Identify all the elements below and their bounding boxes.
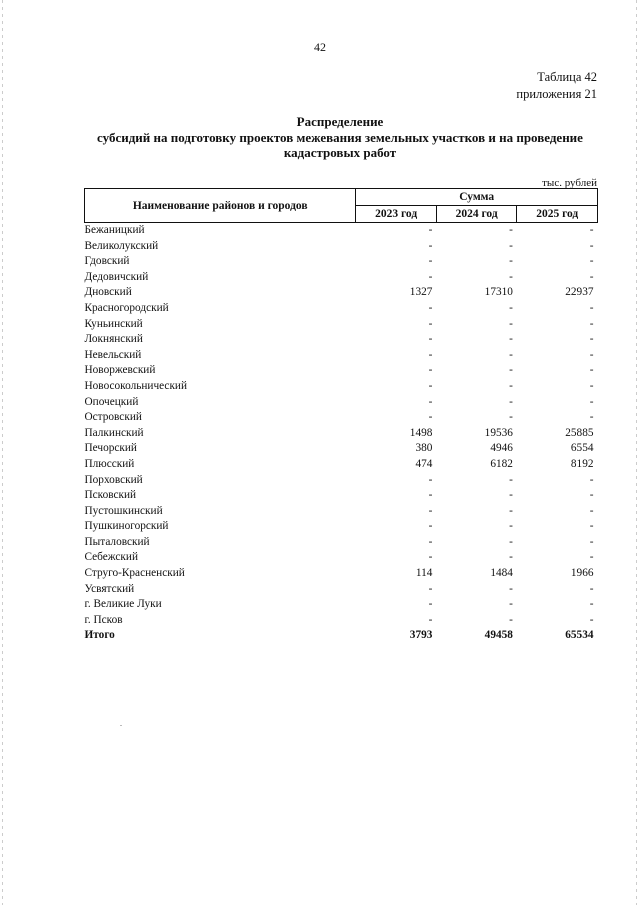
amount-cell: - bbox=[428, 270, 433, 283]
amount-cell: 1966 bbox=[570, 567, 594, 580]
amount-cell: - bbox=[589, 535, 594, 548]
district-name: Псковский bbox=[84, 489, 137, 502]
table-number: Таблица 42 bbox=[537, 70, 597, 84]
amount-cell: - bbox=[589, 224, 594, 236]
table-row bbox=[85, 535, 598, 551]
amount-cell: - bbox=[509, 301, 513, 314]
amount-cell: 19536 bbox=[484, 426, 513, 439]
table-row bbox=[85, 285, 598, 301]
table-row bbox=[85, 239, 598, 255]
amount-cell: - bbox=[589, 317, 594, 330]
amount-cell: - bbox=[428, 333, 433, 346]
amount-cell: - bbox=[509, 520, 513, 533]
table-reference bbox=[516, 69, 597, 103]
appendix-number: приложения 21 bbox=[516, 87, 597, 101]
table-row bbox=[85, 348, 598, 364]
total-amount: 3793 bbox=[409, 629, 433, 642]
amount-cell: - bbox=[428, 348, 433, 361]
district-name: Красногородский bbox=[84, 301, 169, 314]
amount-cell: - bbox=[509, 255, 513, 268]
table-row bbox=[85, 582, 598, 598]
amount-cell: - bbox=[589, 582, 594, 595]
district-name: Великолукский bbox=[84, 239, 159, 252]
amount-cell: - bbox=[509, 473, 513, 486]
district-name: Порховский bbox=[84, 473, 143, 486]
amount-cell: - bbox=[589, 379, 594, 392]
table-row bbox=[85, 379, 598, 395]
amount-cell: 17310 bbox=[484, 286, 513, 299]
amount-cell: 114 bbox=[415, 567, 433, 580]
amount-cell: - bbox=[589, 255, 594, 268]
table-row bbox=[85, 223, 598, 239]
amount-cell: - bbox=[428, 364, 433, 377]
amount-cell: - bbox=[428, 239, 433, 252]
scan-speck bbox=[120, 725, 122, 726]
table-row bbox=[85, 395, 598, 411]
amount-cell: - bbox=[589, 613, 594, 626]
amount-cell: - bbox=[428, 504, 433, 517]
total-label: Итого bbox=[84, 629, 115, 642]
table-row bbox=[85, 457, 598, 473]
amount-cell: - bbox=[589, 520, 594, 533]
amount-cell: - bbox=[509, 551, 513, 564]
amount-cell: 22937 bbox=[565, 286, 594, 299]
amount-cell: - bbox=[509, 411, 513, 424]
table-row bbox=[85, 363, 598, 379]
amount-cell: - bbox=[509, 364, 513, 377]
table-row bbox=[85, 301, 598, 317]
amount-cell: 1327 bbox=[409, 286, 433, 299]
amount-cell: - bbox=[428, 379, 433, 392]
district-name: Опочецкий bbox=[84, 395, 139, 408]
district-name: г. Великие Луки bbox=[84, 598, 162, 611]
amount-cell: - bbox=[428, 255, 433, 268]
total-amount: 49458 bbox=[484, 629, 513, 642]
table-row bbox=[85, 550, 598, 566]
amount-cell: - bbox=[589, 239, 594, 252]
amount-cell: - bbox=[428, 489, 433, 502]
district-name: Пыталовский bbox=[84, 535, 150, 548]
amount-cell: - bbox=[509, 379, 513, 392]
amount-cell: - bbox=[509, 239, 513, 252]
district-name: Бежаницкий bbox=[84, 224, 145, 236]
header-year-2023: 2023 год bbox=[356, 206, 436, 223]
amount-cell: - bbox=[509, 395, 513, 408]
table-row bbox=[85, 332, 598, 348]
subsidy-table bbox=[84, 188, 598, 644]
amount-cell: - bbox=[428, 613, 433, 626]
table-row bbox=[85, 270, 598, 286]
amount-cell: - bbox=[428, 598, 433, 611]
amount-cell: 1484 bbox=[490, 567, 513, 580]
table-row bbox=[85, 317, 598, 333]
district-name: Палкинский bbox=[84, 426, 144, 439]
amount-cell: - bbox=[509, 317, 513, 330]
table-row bbox=[85, 519, 598, 535]
amount-cell: - bbox=[428, 301, 433, 314]
district-name: Струго-Красненский bbox=[84, 567, 185, 580]
total-row bbox=[85, 628, 598, 644]
header-name: Наименование районов и городов bbox=[85, 189, 356, 223]
district-name: Новосокольнический bbox=[84, 379, 188, 392]
document-heading bbox=[70, 114, 610, 161]
amount-cell: - bbox=[428, 535, 433, 548]
amount-cell: - bbox=[509, 333, 513, 346]
amount-cell: - bbox=[509, 270, 513, 283]
header-year-2025: 2025 год bbox=[517, 206, 598, 223]
amount-cell: - bbox=[589, 598, 594, 611]
table-row bbox=[85, 410, 598, 426]
table-row bbox=[85, 504, 598, 520]
district-name: Пустошкинский bbox=[84, 504, 163, 517]
amount-cell: - bbox=[589, 270, 594, 283]
district-name: Невельский bbox=[84, 348, 142, 361]
district-name: Плюсский bbox=[84, 457, 135, 470]
table-row bbox=[85, 566, 598, 582]
amount-cell: - bbox=[509, 489, 513, 502]
header-year-2024: 2024 год bbox=[436, 206, 517, 223]
amount-cell: - bbox=[589, 301, 594, 314]
amount-cell: - bbox=[428, 395, 433, 408]
amount-cell: - bbox=[428, 473, 433, 486]
district-name: Дедовичский bbox=[84, 270, 149, 283]
scan-edge-right bbox=[636, 0, 637, 905]
amount-cell: - bbox=[428, 411, 433, 424]
district-name: Локнянский bbox=[84, 333, 143, 346]
heading-line-2: субсидий на подготовку проектов межевания земельных участков и на проведение bbox=[97, 129, 583, 145]
amount-cell: - bbox=[509, 504, 513, 517]
page-number: 42 bbox=[314, 40, 326, 54]
amount-cell: - bbox=[589, 364, 594, 377]
district-name: Куньинский bbox=[84, 317, 143, 330]
amount-cell: 474 bbox=[415, 457, 433, 470]
district-name: Пушкиногорский bbox=[84, 520, 169, 533]
district-name: Островский bbox=[84, 411, 142, 424]
amount-cell: - bbox=[428, 520, 433, 533]
table-body bbox=[85, 223, 598, 645]
heading-line-3: кадастровых работ bbox=[283, 145, 397, 160]
amount-cell: 8192 bbox=[570, 457, 594, 470]
units-label: тыс. рублей bbox=[542, 177, 597, 189]
heading-line-1: Распределение bbox=[296, 114, 384, 129]
amount-cell: - bbox=[509, 348, 513, 361]
table-row bbox=[85, 426, 598, 442]
amount-cell: - bbox=[428, 317, 433, 330]
amount-cell: 380 bbox=[415, 442, 433, 455]
amount-cell: - bbox=[589, 348, 594, 361]
district-name: Себежский bbox=[84, 551, 138, 564]
table-row bbox=[85, 254, 598, 270]
table-row bbox=[85, 441, 598, 457]
amount-cell: - bbox=[509, 613, 513, 626]
district-name: Усвятский bbox=[84, 582, 135, 595]
amount-cell: - bbox=[509, 598, 513, 611]
amount-cell: - bbox=[428, 551, 433, 564]
amount-cell: - bbox=[509, 582, 513, 595]
amount-cell: - bbox=[589, 551, 594, 564]
amount-cell: - bbox=[589, 333, 594, 346]
amount-cell: 6554 bbox=[570, 442, 594, 455]
amount-cell: 6182 bbox=[490, 457, 513, 470]
amount-cell: - bbox=[589, 489, 594, 502]
district-name: Печорский bbox=[84, 442, 137, 455]
amount-cell: 25885 bbox=[565, 426, 594, 439]
table-row bbox=[85, 597, 598, 613]
district-name: Дновский bbox=[84, 286, 132, 299]
scan-edge-left bbox=[2, 0, 3, 905]
amount-cell: - bbox=[428, 582, 433, 595]
amount-cell: - bbox=[509, 535, 513, 548]
amount-cell: 1498 bbox=[409, 426, 433, 439]
amount-cell: - bbox=[589, 411, 594, 424]
header-sum: Сумма bbox=[356, 189, 598, 206]
amount-cell: 4946 bbox=[490, 442, 513, 455]
table-row bbox=[85, 613, 598, 629]
district-name: Новоржевский bbox=[84, 364, 156, 377]
district-name: г. Псков bbox=[84, 613, 123, 626]
table-row bbox=[85, 488, 598, 504]
district-name: Гдовский bbox=[84, 255, 130, 268]
amount-cell: - bbox=[428, 224, 433, 236]
table-row bbox=[85, 473, 598, 489]
amount-cell: - bbox=[589, 504, 594, 517]
amount-cell: - bbox=[589, 473, 594, 486]
amount-cell: - bbox=[509, 224, 513, 236]
amount-cell: - bbox=[589, 395, 594, 408]
total-amount: 65534 bbox=[565, 629, 594, 642]
